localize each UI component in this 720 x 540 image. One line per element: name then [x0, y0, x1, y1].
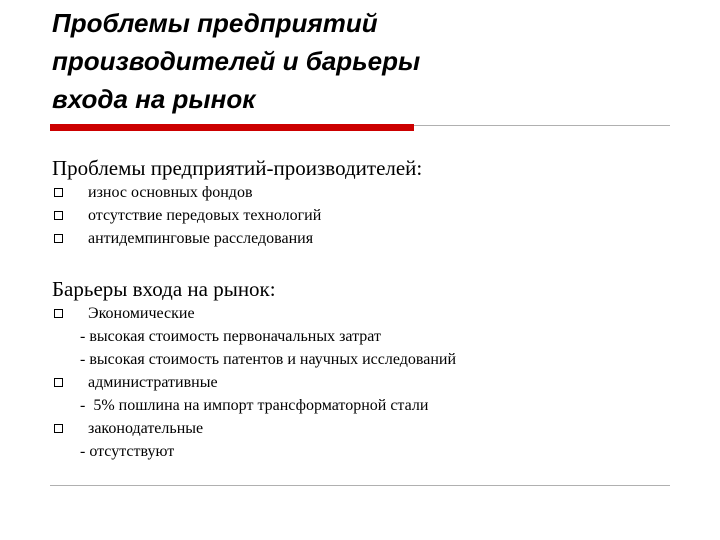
square-bullet-icon	[54, 234, 63, 243]
square-bullet-icon	[54, 188, 63, 197]
slide-title-line-2: производителей и барьеры	[52, 46, 421, 76]
footer-divider	[50, 485, 670, 486]
list-item-text: административные	[88, 374, 218, 391]
list-item-text: Экономические	[88, 305, 195, 322]
section-heading-producer-problems: Проблемы предприятий-производителей:	[52, 156, 423, 180]
square-bullet-icon	[54, 211, 63, 220]
title-underline-accent	[50, 124, 414, 131]
list-item-text: законодательные	[88, 420, 204, 437]
list-subitem-text: - отсутствуют	[80, 443, 175, 460]
title-underline-thin	[414, 125, 670, 126]
list-subitem-text: - 5% пошлина на импорт трансформаторной стали	[80, 397, 429, 414]
list-item-text: антидемпинговые расследования	[88, 230, 314, 247]
section-heading-market-barriers: Барьеры входа на рынок:	[52, 277, 276, 301]
square-bullet-icon	[54, 424, 63, 433]
list-subitem-text: - высокая стоимость патентов и научных исследований	[80, 351, 457, 368]
slide-title-line-1: Проблемы предприятий	[52, 8, 378, 38]
square-bullet-icon	[54, 309, 63, 318]
slide-title-line-3: входа на рынок	[52, 84, 256, 114]
list-item-text: отсутствие передовых технологий	[88, 207, 322, 224]
square-bullet-icon	[54, 378, 63, 387]
list-subitem-text: - высокая стоимость первоначальных затрат	[80, 328, 381, 345]
list-item-text: износ основных фондов	[88, 184, 253, 201]
slide-title	[52, 4, 572, 118]
